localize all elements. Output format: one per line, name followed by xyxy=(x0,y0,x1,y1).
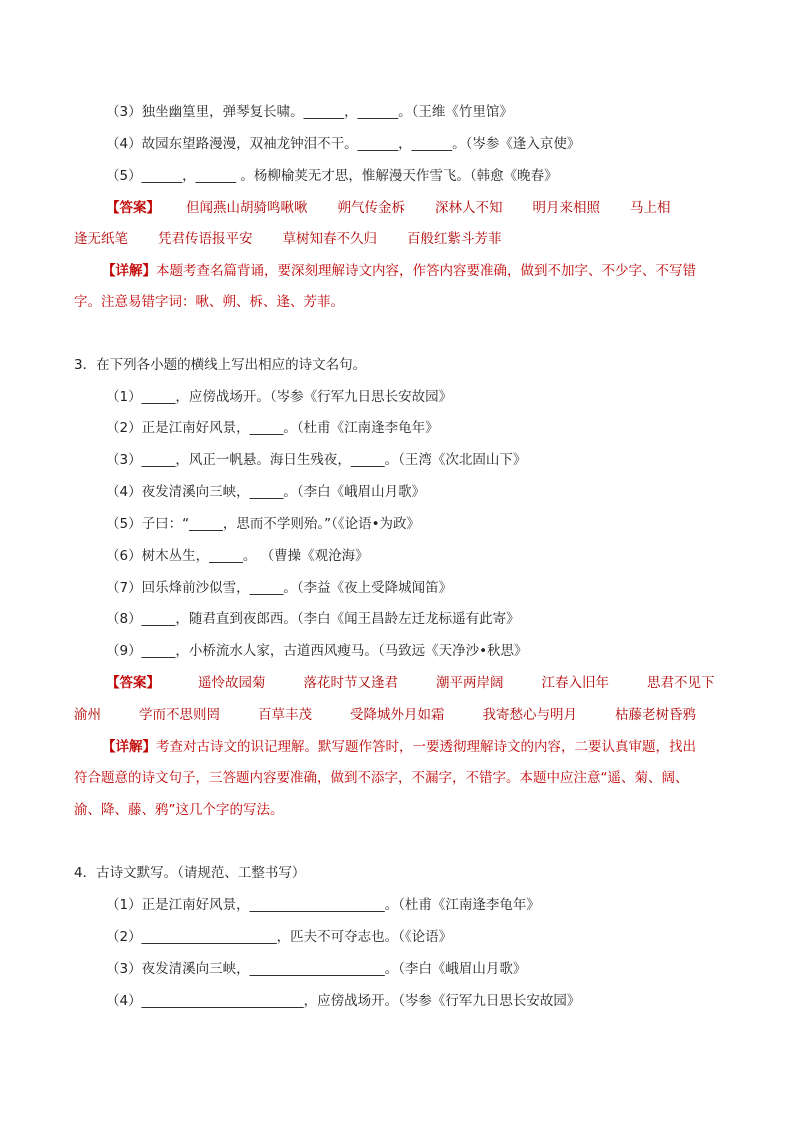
answer-text: 明月来相照 xyxy=(532,200,600,216)
answer-row xyxy=(106,673,766,693)
answer-text: 我寄愁心与明月 xyxy=(482,707,577,723)
question-item: （2）正是江南好风景，_____。（杜甫《江南逢李龟年》 xyxy=(106,420,439,436)
answer-text: 潮平两岸阔 xyxy=(436,675,504,691)
answer-text: 百般红紫斗芳菲 xyxy=(407,231,502,247)
answer-text: 渝州 xyxy=(74,707,101,723)
question-item: （3）独坐幽篁里，弹琴复长啸。______，______。（王维《竹里馆》 xyxy=(106,104,513,120)
answer-text: 学而不思则罔 xyxy=(139,707,220,723)
answer-text: 但闻燕山胡骑鸣啾啾 xyxy=(186,200,308,216)
answer-label: 【答案】 xyxy=(106,675,160,691)
question-item: （5）子曰：“_____，思而不学则殆。”（《论语•为政》 xyxy=(106,516,421,532)
answer-text: 受降城外月如霜 xyxy=(350,707,445,723)
answer-text: 落花时节又逢君 xyxy=(303,675,398,691)
question-title: 4．古诗文默写。（请规范、工整书写） xyxy=(74,865,306,881)
answer-text: 枯藤老树昏鸦 xyxy=(615,707,696,723)
question-item: （3）夜发清溪向三峡，____________________。（李白《峨眉山月歌》 xyxy=(106,961,527,977)
question-item: （4）夜发清溪向三峡，_____。（李白《峨眉山月歌》 xyxy=(106,484,426,500)
answer-text: 思君不见下 xyxy=(647,675,715,691)
answer-text: 江春入旧年 xyxy=(541,675,609,691)
detail-row xyxy=(102,737,762,757)
answer-row xyxy=(74,705,734,725)
answer-label: 【答案】 xyxy=(106,200,160,216)
answer-text: 草树知春不久归 xyxy=(282,231,377,247)
answer-text: 朔气传金柝 xyxy=(337,200,405,216)
detail-text: 考查对古诗文的识记理解。默写题作答时，一要透彻理解诗文的内容，二要认真审题，找出 xyxy=(156,739,696,755)
detail-label: 【详解】 xyxy=(102,263,156,279)
question-item: （3）_____，风正一帆悬。海日生残夜，_____。（王湾《次北固山下》 xyxy=(106,452,527,468)
detail-text: 渝、降、藤、鸦”这几个字的写法。 xyxy=(74,802,284,818)
detail-text: 本题考查名篇背诵，要深刻理解诗文内容，作答内容要准确，做到不加字、不少字、不写错 xyxy=(156,263,696,279)
detail-row xyxy=(102,261,762,281)
detail-text: 符合题意的诗文句子，三答题内容要准确，做到不添字，不漏字，不错字。本题中应注意“遥、菊、阔、 xyxy=(74,770,689,786)
answer-text: 逢无纸笔 xyxy=(74,231,128,247)
question-item: （5）______，______ 。杨柳榆荚无才思，惟解漫天作雪飞。（韩愈《晚春》 xyxy=(106,168,558,184)
question-title: 3．在下列各小题的横线上写出相应的诗文名句。 xyxy=(74,357,367,373)
question-item: （1）_____，应傍战场开。（岑参《行军九日思长安故园》 xyxy=(106,389,453,405)
answer-text: 凭君传语报平安 xyxy=(158,231,253,247)
answer-text: 深林人不知 xyxy=(435,200,503,216)
question-item: （2）____________________，匹夫不可夺志也。（《论语》 xyxy=(106,929,453,945)
detail-text: 字。注意易错字词：啾、朔、柝、逢、芳菲。 xyxy=(74,294,344,310)
detail-label: 【详解】 xyxy=(102,739,156,755)
question-item: （4）故园东望路漫漫，双袖龙钟泪不干。______，______。（岑参《逢入京使》 xyxy=(106,136,581,152)
question-item: （8）_____，随君直到夜郎西。（李白《闻王昌龄左迁龙标遥有此寄》 xyxy=(106,611,520,627)
answer-text: 马上相 xyxy=(630,200,671,216)
question-item: （4）________________________，应傍战场开。（岑参《行军九日思长安故园》 xyxy=(106,993,581,1009)
answer-text: 百草丰茂 xyxy=(258,707,312,723)
question-item: （6）树木丛生，_____。 （曹操《观沧海》 xyxy=(106,548,369,564)
answer-row xyxy=(74,229,734,249)
question-item: （1）正是江南好风景，____________________。（杜甫《江南逢李龟年》 xyxy=(106,897,540,913)
answer-row xyxy=(106,198,766,218)
answer-text: 遥怜故园菊 xyxy=(198,675,266,691)
question-item: （7）回乐烽前沙似雪，_____。（李益《夜上受降城闻笛》 xyxy=(106,580,453,596)
question-item: （9）_____，小桥流水人家，古道西风瘦马。（马致远《天净沙•秋思》 xyxy=(106,643,528,659)
